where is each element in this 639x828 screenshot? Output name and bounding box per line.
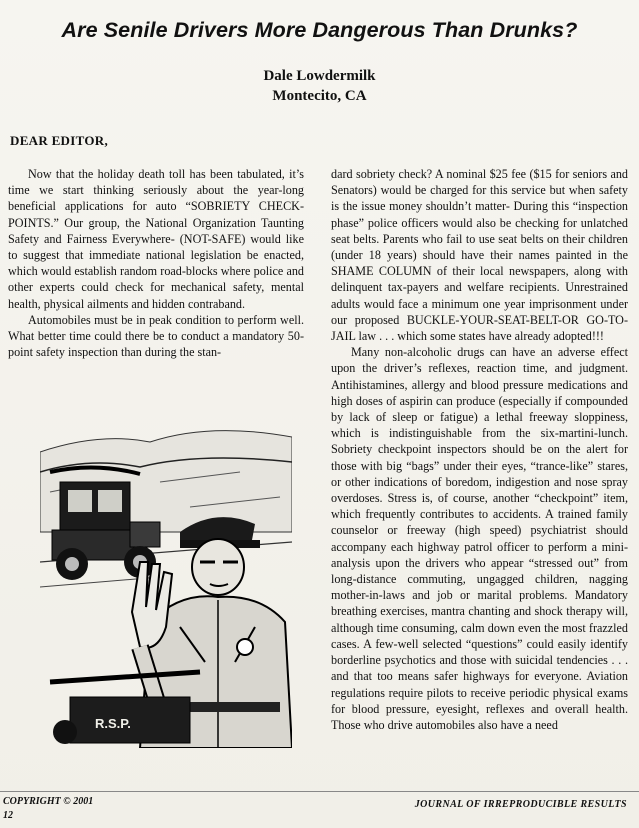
page-number: 12 bbox=[3, 810, 13, 821]
salutation: DEAR EDITOR, bbox=[10, 133, 108, 148]
paragraph-1: Now that the holiday death toll has been tabulated, it’s time we start thinking seriously about the year-long beneficial applications for auto “SOBRIETY CHECK-POINTS.” Our group, the National Organization Taunting Safety and Fairness Everywhere- (NOT-SAFE) would like to suggest that immediate national legislation be enacted, which would establish random road-blocks where police and other experts could check for mechanical safety, mental health, physical ailments and hidden contraband. bbox=[8, 167, 304, 311]
journal-name: JOURNAL OF IRREPRODUCIBLE RESULTS bbox=[414, 799, 627, 810]
paragraph-4: Many non-alcoholic drugs can have an adverse effect upon the driver’s reflexes, reaction time, and judgment. Antihistamines, allergy and blood pressure medications and high doses of aspirin can produce (especially if compounded by lack of sleep or fatigue) a lethal freeway sloppiness, which is indistinguishable from the six-martini-lunch. Sobriety checkpoint inspectors should be on the alert for those with big “bags” under their eyes, “trance-like” stares, or other indications of boredom, indigestion and nose spray overdoses. Stress is, of course, another “checkpoint” item, which frequently contributes to accidents. A trained family counselor or freeway (high speed) psychiatrist should accompany each highway patrol officer to perform a mini-analysis upon the drivers who appear “stressed out” from long-distance commuting, ungagged children, nagging mother-in-laws and job or marital problems. Mandatory breathing exercises, mantra chanting and shock therapy will, although time consuming, calm down even the most frazzled cases. A few-well selected “questions” could easily identify borderline psychotics and those with suicidal tendencies . . . and that too means safer highways for everyone. Aviation regulations require pilots to receive periodic physical exams for blood pressure, eyesight, reflexes and overall health. Those who drive automobiles also have a need bbox=[331, 345, 628, 732]
left-column bbox=[8, 166, 304, 360]
footer-divider bbox=[0, 791, 639, 792]
paragraph-3: dard sobriety check? A nominal $25 fee ($15 for seniors and Senators) would be charged for this service but when safety is the issue money shouldn’t matter- During this “inspection phase” police officers would also be checking for unlatched seat belts. Parents who fail to use seat belts on their children (under 18 years) should have their names painted in the SHAME COLUMN of their local newspapers, along with delinquent tax-payers and welfare recipients. Unrestrained adults would face a minimum one year imprisonment under our proposed BUCKLE-YOUR-SEAT-BELT-OR GO-TO-JAIL law . . . which some states have already adopted!!! bbox=[331, 167, 628, 344]
police-officer-illustration bbox=[40, 412, 292, 748]
right-column bbox=[331, 166, 628, 733]
footer-left bbox=[3, 795, 93, 823]
author-location: Montecito, CA bbox=[272, 88, 367, 104]
article-title: Are Senile Drivers More Dangerous Than Drunks? bbox=[61, 18, 578, 42]
byline bbox=[0, 66, 639, 106]
paragraph-2: Automobiles must be in peak condition to perform well. What better time could there be to conduct a mandatory 50-point safety inspection than during the stan- bbox=[8, 312, 304, 360]
copyright: COPYRIGHT © 2001 bbox=[3, 796, 94, 807]
author-name: Dale Lowdermilk bbox=[263, 68, 376, 84]
badge-text: R.S.P. bbox=[95, 716, 131, 731]
